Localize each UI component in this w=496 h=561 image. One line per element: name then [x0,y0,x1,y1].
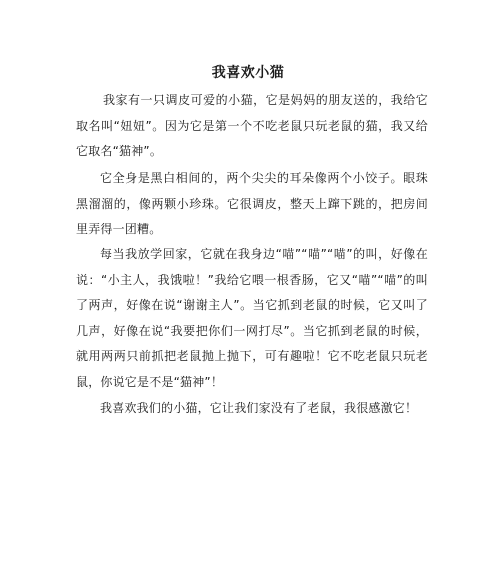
paragraph-2: 它全身是黑白相间的，两个尖尖的耳朵像两个小饺子。眼珠黑溜溜的，像两颗小珍珠。它很调皮，整天上蹿下跳的，把房间里弄得一团糟。 [76,171,428,236]
paragraph-4: 我喜欢我们的小猫，它让我们家没有了老鼠，我很感激它！ [100,401,418,415]
document-title: 我喜欢小猫 [211,65,285,81]
paragraph-3: 每当我放学回家，它就在我身边“喵”“喵”“喵”的叫，好像在说：“小主人，我饿啦！”我给它喂一根香肠，它又“喵”“喵”的叫了两声，好像在说“谢谢主人”。当它抓到老鼠的时候，它又叫了几声，好像在说“我要把你们一网打尽”。当它抓到老鼠的时候，就用两两只前抓把老鼠抛上抛下，可有趣啦！它不吃老鼠只玩老鼠，你说它是不是“猫神”！ [76,247,428,389]
paragraph-1: 我家有一只调皮可爱的小猫，它是妈妈的朋友送的，我给它取名叫“妞妞”。因为它是第一个不吃老鼠只玩老鼠的猫，我又给它取名“猫神”。 [76,93,428,158]
